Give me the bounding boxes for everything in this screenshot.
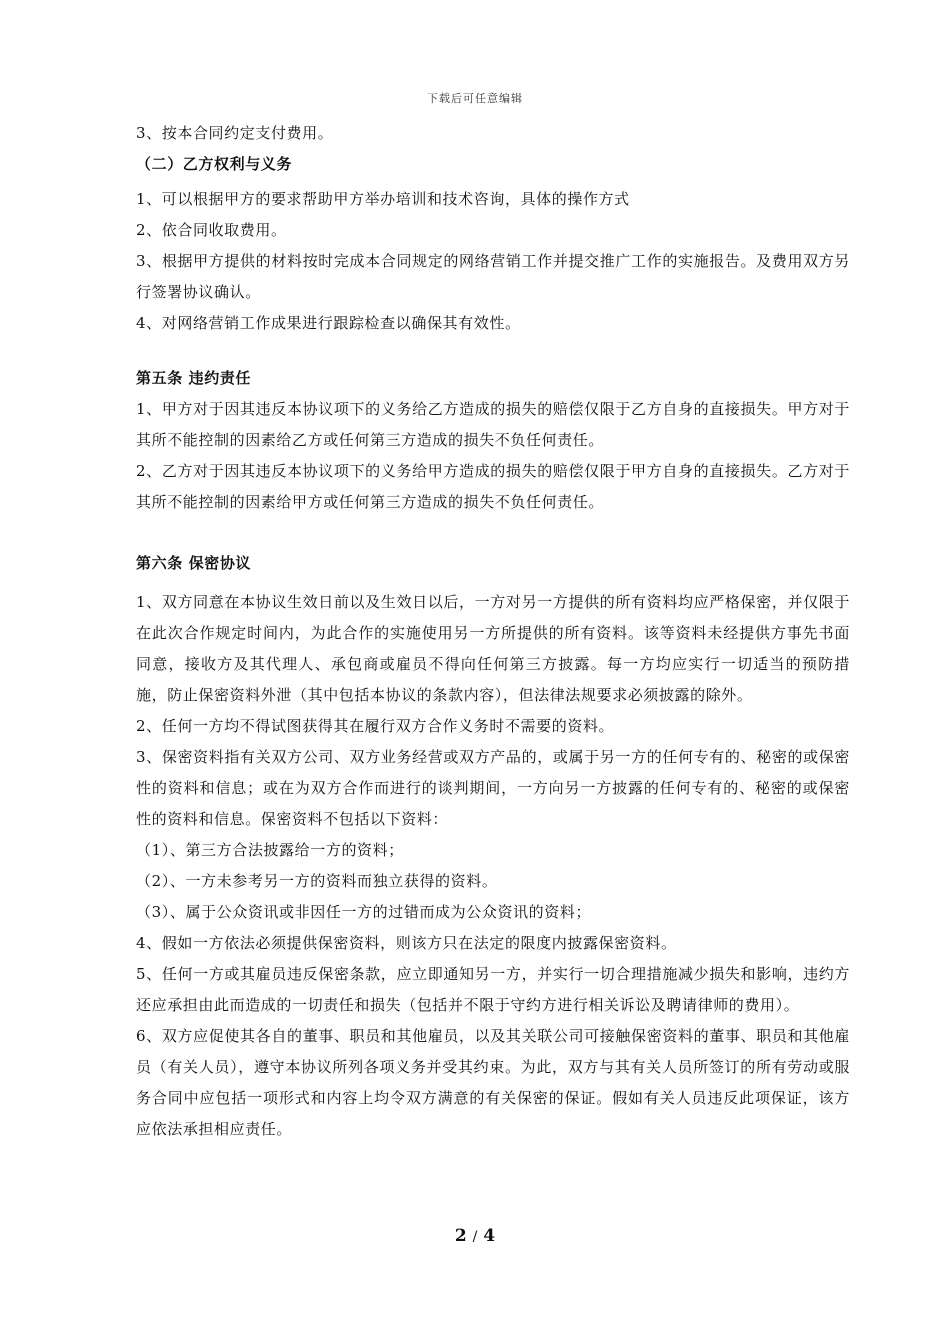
page-current: 2 [454, 1226, 467, 1246]
paragraph: 3、按本合同约定支付费用。 [136, 124, 334, 142]
section-heading: （二）乙方权利与义务 [136, 155, 293, 173]
page-number [0, 1226, 950, 1246]
paragraph: 5、任何一方或其雇员违反保密条款，应立即通知另一方，并实行一切合理措施减少损失和影响，违约方还应承担由此而造成的一切责任和损失（包括并不限于守约方进行相关诉讼及聘请律师的费用）。 [136, 965, 850, 1014]
page-total: 4 [483, 1226, 496, 1246]
page-separator: / [472, 1229, 478, 1245]
paragraph: 1、甲方对于因其违反本协议项下的义务给乙方造成的损失的赔偿仅限于乙方自身的直接损失。甲方对于其所不能控制的因素给乙方或任何第三方造成的损失不负任何责任。 [136, 400, 850, 449]
paragraph: 2、依合同收取费用。 [136, 221, 287, 239]
paragraph: （1）、第三方合法披露给一方的资料； [136, 841, 404, 859]
page-header: 下载后可任意编辑 [427, 92, 523, 105]
paragraph: 6、双方应促使其各自的董事、职员和其他雇员，以及其关联公司可接触保密资料的董事、职员和其他雇员（有关人员），遵守本协议所列各项义务并受其约束。为此，双方与其有关人员所签订的所有劳动或服务合同中应包括一项形式和内容上均令双方满意的有关保密的保证。假如有关人员违反此项保证，该方应依法承担相应责任。 [136, 1027, 850, 1138]
article-heading: 第六条 保密协议 [136, 554, 252, 572]
paragraph: （3）、属于公众资讯或非因任一方的过错而成为公众资讯的资料； [136, 903, 592, 921]
article-heading: 第五条 违约责任 [136, 369, 252, 387]
paragraph: （2）、一方未参考另一方的资料而独立获得的资料。 [136, 872, 498, 890]
paragraph: 3、根据甲方提供的材料按时完成本合同规定的网络营销工作并提交推广工作的实施报告。及费用双方另行签署协议确认。 [136, 252, 850, 301]
paragraph: 3、保密资料指有关双方公司、双方业务经营或双方产品的，或属于另一方的任何专有的、秘密的或保密性的资料和信息；或在为双方合作而进行的谈判期间，一方向另一方披露的任何专有的、秘密的或保密性的资料和信息。保密资料不包括以下资料： [136, 748, 850, 828]
paragraph: 4、对网络营销工作成果进行跟踪检查以确保其有效性。 [136, 314, 521, 332]
paragraph: 2、任何一方均不得试图获得其在履行双方合作义务时不需要的资料。 [136, 717, 615, 735]
paragraph: 1、双方同意在本协议生效日前以及生效日以后，一方对另一方提供的所有资料均应严格保密，并仅限于在此次合作规定时间内，为此合作的实施使用另一方所提供的所有资料。该等资料未经提供方事先书面同意，接收方及其代理人、承包商或雇员不得向任何第三方披露。每一方均应实行一切适当的预防措施，防止保密资料外泄（其中包括本协议的条款内容），但法律法规要求必须披露的除外。 [136, 593, 850, 704]
paragraph: 2、乙方对于因其违反本协议项下的义务给甲方造成的损失的赔偿仅限于甲方自身的直接损失。乙方对于其所不能控制的因素给甲方或任何第三方造成的损失不负任何责任。 [136, 462, 850, 511]
paragraph: 1、可以根据甲方的要求帮助甲方举办培训和技术咨询，具体的操作方式 [136, 190, 630, 208]
document-body [136, 118, 850, 1145]
paragraph: 4、假如一方依法必须提供保密资料，则该方只在法定的限度内披露保密资料。 [136, 934, 677, 952]
